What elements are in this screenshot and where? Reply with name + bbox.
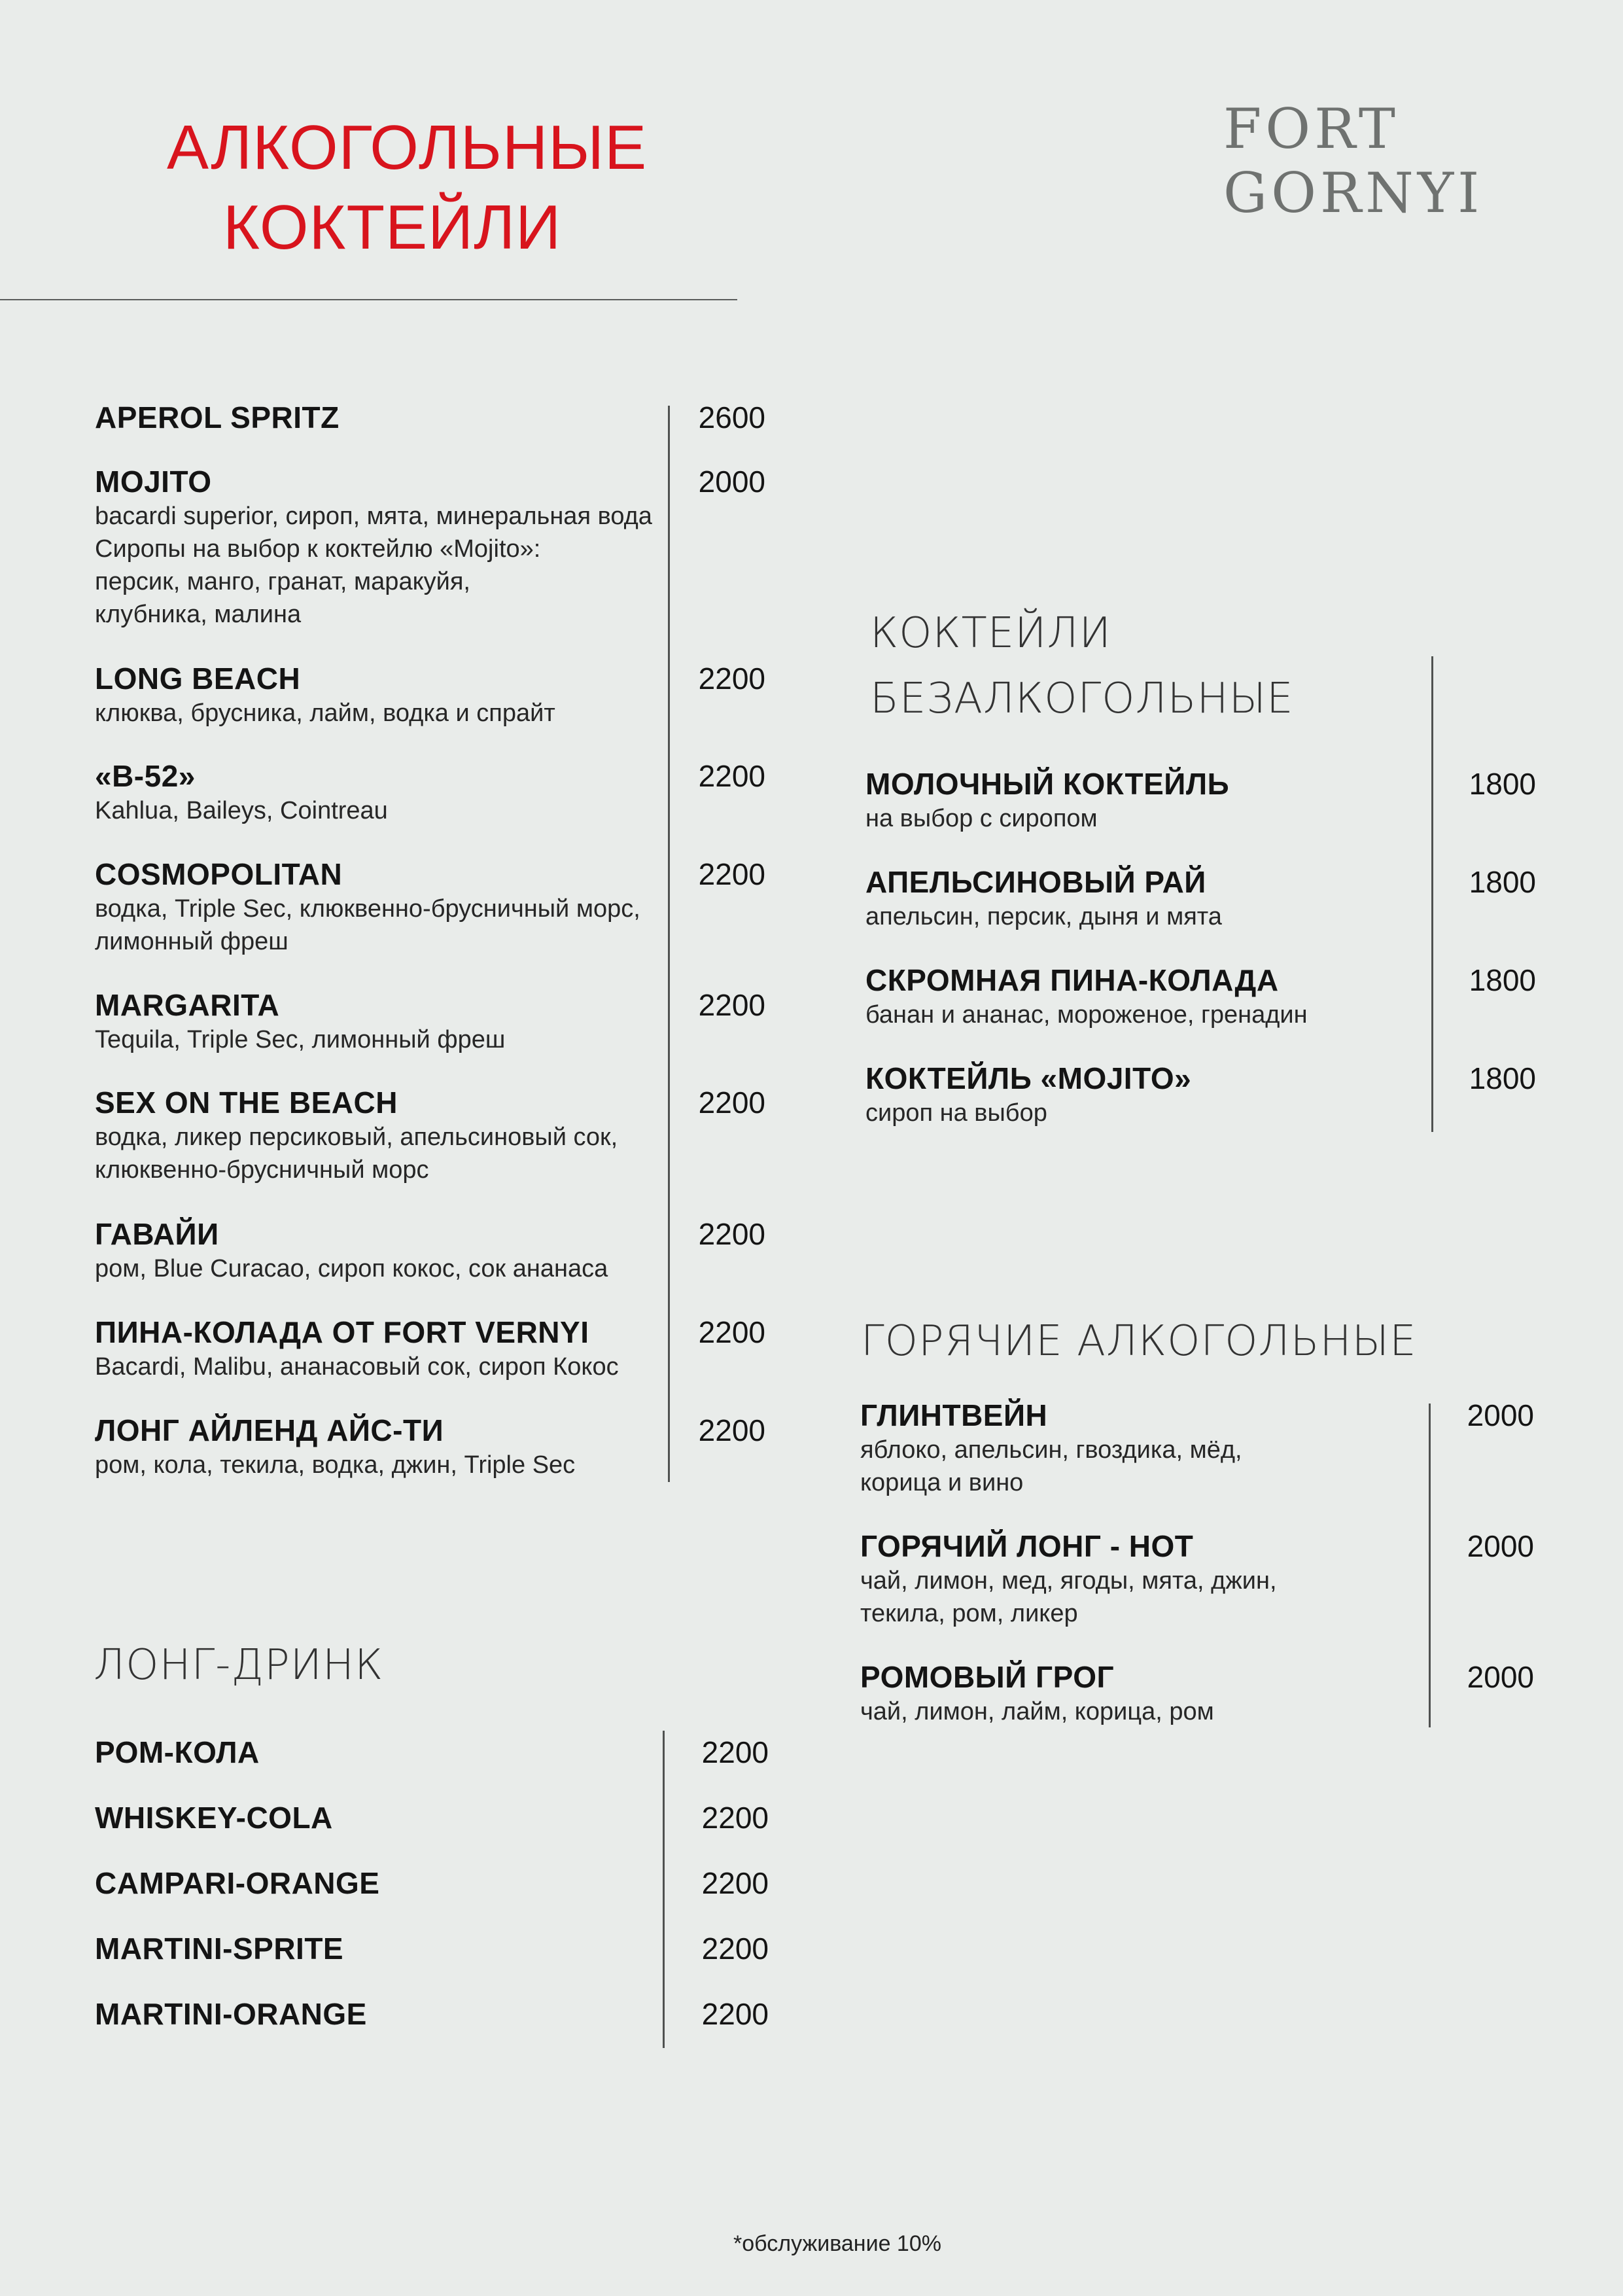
item-price: 2200 [701,1997,769,2031]
item-price: 2200 [698,1086,765,1120]
item-name: ПИНА-КОЛАДА ОТ FORT VERNYI [95,1315,589,1349]
menu-item [95,1084,664,1186]
item-price: 2000 [698,465,765,499]
menu-item [95,463,664,631]
item-description [95,1351,664,1383]
item-name: СКРОМНАЯ ПИНА-КОЛАДА [865,963,1279,997]
section-heading-hot: ГОРЯЧИЕ АЛКОГОЛЬНЫЕ [861,1317,1417,1366]
menu-item [95,660,664,730]
item-name: WHISKEY-COLA [95,1801,333,1835]
item-description-line: bacardi superior, сироп, мята, минеральная вода [95,503,652,530]
item-name: ЛОНГ АЙЛЕНД АЙС-ТИ [95,1413,444,1447]
menu-item [860,1659,1416,1728]
item-description [865,998,1422,1031]
item-name: ГОРЯЧИЙ ЛОНГ - HOT [860,1529,1194,1563]
item-name: COSMOPOLITAN [95,857,343,891]
section-heading-line: БЕЗАЛКОГОЛЬНЫЕ [870,675,1294,723]
item-price: 2600 [698,400,765,434]
item-price: 2200 [698,857,765,891]
item-price: 2200 [698,662,765,696]
item-price: 2200 [701,1866,769,1900]
item-name: КОКТЕЙЛЬ «MOJITO» [865,1061,1192,1095]
menu-item [865,864,1422,933]
item-price: 2000 [1467,1398,1534,1432]
item-price: 2200 [698,988,765,1022]
item-name: MARGARITA [95,988,280,1022]
menu-item [860,1528,1416,1630]
item-description-line: клюквенно-брусничный морс [95,1156,429,1184]
non-alcoholic-price-divider [1431,656,1433,1132]
menu-item [95,1734,651,1771]
menu-item [95,1412,664,1481]
item-description [860,1434,1416,1499]
item-description-line: водка, Triple Sec, клюквенно-брусничный морс, [95,895,640,923]
item-description-line: на выбор с сиропом [865,805,1098,832]
long-drink-price-divider [663,1731,665,2048]
section-heading-line: КОКТЕЙЛИ [870,609,1111,658]
item-name: CAMPARI-ORANGE [95,1866,380,1900]
page-title-line1: АЛКОГОЛЬНЫЕ [167,113,648,183]
item-description-line: клубника, малина [95,601,302,628]
item-name: РОМОВЫЙ ГРОГ [860,1660,1115,1694]
menu-item [95,1216,664,1285]
item-description [95,892,664,958]
menu-item [95,856,664,958]
item-description [865,900,1422,933]
item-price: 1800 [1469,963,1536,997]
item-description-line: клюква, брусника, лайм, водка и спрайт [95,699,555,727]
item-description-line: текила, ром, ликер [860,1600,1078,1627]
item-description-line: корица и вино [860,1469,1024,1496]
item-price: 2200 [698,1217,765,1251]
item-description-line: апельсин, персик, дыня и мята [865,903,1222,930]
item-description-line: персик, манго, гранат, маракуйя, [95,568,470,595]
item-description-line: Tequila, Triple Sec, лимонный фреш [95,1026,506,1053]
item-price: 2200 [701,1735,769,1769]
item-price: 1800 [1469,865,1536,899]
item-name: ГЛИНТВЕЙН [860,1398,1048,1432]
item-name: LONG BEACH [95,662,301,696]
menu-item [95,399,664,436]
hot-price-divider [1429,1404,1431,1727]
title-divider [0,299,737,300]
menu-item [865,962,1422,1031]
item-description-line: Kahlua, Baileys, Cointreau [95,797,388,824]
item-name: SEX ON THE BEACH [95,1086,398,1120]
item-price: 2200 [698,1413,765,1447]
item-description-line: Сиропы на выбор к коктейлю «Mojito»: [95,535,541,563]
item-description-line: чай, лимон, мед, ягоды, мята, джин, [860,1567,1277,1595]
item-price: 2200 [701,1932,769,1966]
item-description-line: водка, ликер персиковый, апельсиновый сок, [95,1123,618,1151]
item-name: MARTINI-ORANGE [95,1997,367,2031]
item-price: 1800 [1469,767,1536,801]
item-description-line: Bacardi, Malibu, ананасовый сок, сироп Кокос [95,1353,619,1381]
item-price: 2200 [701,1801,769,1835]
item-description [860,1564,1416,1630]
item-description [860,1695,1416,1728]
item-description [865,802,1422,835]
item-price: 1800 [1469,1061,1536,1095]
item-description [95,1023,664,1056]
menu-item [95,1930,651,1967]
item-description [95,1121,664,1186]
service-charge-note: *обслуживание 10% [733,2231,941,2256]
menu-item [860,1397,1416,1499]
item-description [95,794,664,827]
menu-item [95,758,664,827]
brand-logo: FORT GORNYI [1223,97,1484,225]
item-description-line: яблоко, апельсин, гвоздика, мёд, [860,1436,1242,1464]
item-price: 2000 [1467,1529,1534,1563]
menu-item [95,1314,664,1383]
item-name: «B-52» [95,759,196,793]
item-price: 2200 [698,1315,765,1349]
page-title [167,108,648,268]
menu-item [95,1799,651,1836]
menu-item [95,1996,651,2032]
alcoholic-price-divider [668,406,670,1482]
item-price: 2200 [698,759,765,793]
page-title-line2: КОКТЕЙЛИ [223,192,562,262]
item-name: ГАВАЙИ [95,1217,219,1251]
item-description [95,1252,664,1285]
menu-item [95,1865,651,1901]
item-description-line: чай, лимон, лайм, корица, ром [860,1698,1214,1725]
item-description [95,1449,664,1481]
item-name: MARTINI-SPRITE [95,1932,344,1966]
item-description-line: сироп на выбор [865,1099,1047,1127]
section-heading-long-drink: ЛОНГ-ДРИНК [94,1641,384,1689]
item-description-line: ром, Blue Curacao, сироп кокос, сок ананаса [95,1255,608,1282]
item-description-line: банан и ананас, мороженое, гренадин [865,1001,1308,1029]
menu-item [865,1060,1422,1129]
item-name: MOJITO [95,465,212,499]
menu-item [95,987,664,1056]
menu-item [865,766,1422,835]
item-name: APEROL SPRITZ [95,400,340,434]
item-price: 2000 [1467,1660,1534,1694]
item-description-line: лимонный фреш [95,928,288,955]
item-description [95,697,664,730]
item-description [865,1097,1422,1129]
item-description [95,500,664,631]
item-name: МОЛОЧНЫЙ КОКТЕЙЛЬ [865,767,1230,801]
item-name: РОМ-КОЛА [95,1735,260,1769]
item-description-line: ром, кола, текила, водка, джин, Triple Sec [95,1451,576,1479]
item-name: АПЕЛЬСИНОВЫЙ РАЙ [865,865,1206,899]
section-heading-non-alcoholic [870,601,1294,732]
